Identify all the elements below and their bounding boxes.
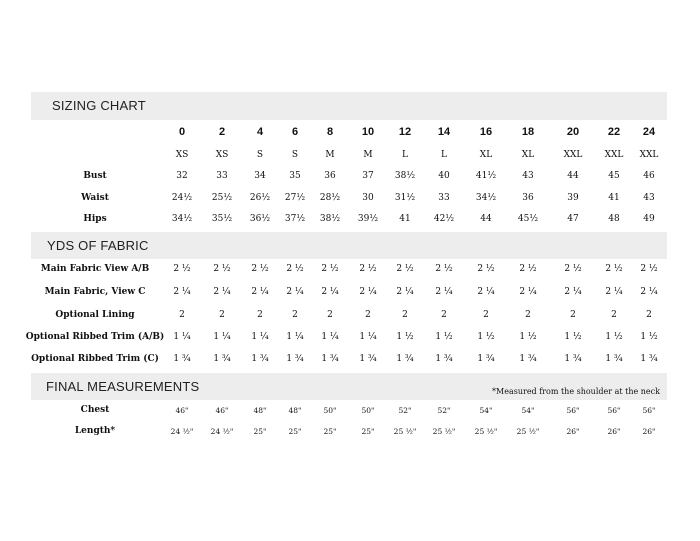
- fabric-cell: 2: [257, 310, 263, 320]
- size-letter: XL: [521, 150, 535, 160]
- sizing-chart-title: SIZING CHART: [52, 98, 146, 113]
- fabric-cell: 1 ¾: [435, 354, 453, 364]
- final-cell: 25 ½": [474, 427, 498, 436]
- size-letter: M: [363, 150, 373, 160]
- sizing-cell: 45: [608, 171, 620, 181]
- size-number: 0: [178, 126, 186, 138]
- size-number: 2: [218, 126, 226, 138]
- fabric-row-label: Main Fabric View A/B: [40, 264, 150, 274]
- sizing-cell: 26½: [249, 193, 271, 203]
- sizing-cell: 39: [567, 193, 579, 203]
- final-cell: 26": [566, 427, 580, 436]
- sizing-cell: 41: [608, 193, 620, 203]
- fabric-cell: 1 ¼: [173, 332, 191, 342]
- size-number: 6: [291, 126, 299, 138]
- sizing-cell: 44: [480, 214, 492, 224]
- final-cell: 52": [437, 406, 451, 415]
- fabric-cell: 2 ¼: [359, 287, 377, 297]
- final-cell: 25": [323, 427, 337, 436]
- size-number: 12: [398, 126, 412, 138]
- fabric-cell: 1 ¾: [519, 354, 537, 364]
- final-cell: 56": [566, 406, 580, 415]
- fabric-cell: 2: [365, 310, 371, 320]
- sizing-row-label: Bust: [83, 171, 107, 181]
- fabric-cell: 1 ¾: [286, 354, 304, 364]
- final-measurements-title: FINAL MEASUREMENTS: [46, 379, 200, 394]
- fabric-cell: 2: [219, 310, 225, 320]
- fabric-cell: 2 ½: [213, 264, 231, 274]
- fabric-cell: 1 ¾: [396, 354, 414, 364]
- size-letter: XXL: [639, 150, 659, 160]
- final-cell: 25 ½": [393, 427, 417, 436]
- fabric-cell: 1 ¾: [359, 354, 377, 364]
- sizing-cell: 41½: [475, 171, 497, 181]
- final-cell: 24 ½": [170, 427, 194, 436]
- sizing-cell: 27½: [284, 193, 306, 203]
- size-letter: XXL: [563, 150, 583, 160]
- fabric-cell: 2 ¼: [173, 287, 191, 297]
- fabric-cell: 2: [402, 310, 408, 320]
- size-number: 20: [566, 126, 580, 138]
- sizing-row-label: Hips: [83, 214, 107, 224]
- size-number: 24: [642, 126, 656, 138]
- sizing-cell: 35½: [211, 214, 233, 224]
- size-letter: XS: [175, 150, 189, 160]
- final-cell: 56": [642, 406, 656, 415]
- fabric-cell: 2: [441, 310, 447, 320]
- fabric-cell: 1 ¾: [321, 354, 339, 364]
- fabric-cell: 2: [570, 310, 576, 320]
- fabric-cell: 2 ½: [251, 264, 269, 274]
- fabric-cell: 1 ¾: [213, 354, 231, 364]
- fabric-cell: 1 ¾: [564, 354, 582, 364]
- fabric-cell: 2 ¼: [519, 287, 537, 297]
- sizing-cell: 35: [289, 171, 301, 181]
- fabric-cell: 2: [525, 310, 531, 320]
- final-row-label: Length*: [74, 426, 116, 436]
- sizing-cell: 33: [438, 193, 450, 203]
- fabric-cell: 2 ¼: [477, 287, 495, 297]
- fabric-cell: 2 ½: [477, 264, 495, 274]
- yds-fabric-title: YDS OF FABRIC: [47, 238, 149, 253]
- fabric-cell: 1 ¼: [251, 332, 269, 342]
- sizing-cell: 37½: [284, 214, 306, 224]
- sizing-cell: 34: [254, 171, 266, 181]
- fabric-cell: 1 ¾: [251, 354, 269, 364]
- fabric-cell: 1 ¼: [359, 332, 377, 342]
- size-letter: S: [291, 150, 299, 160]
- fabric-cell: 2 ¼: [564, 287, 582, 297]
- fabric-cell: 2 ¼: [251, 287, 269, 297]
- sizing-cell: 25½: [211, 193, 233, 203]
- fabric-cell: 1 ½: [519, 332, 537, 342]
- fabric-cell: 2 ¼: [213, 287, 231, 297]
- final-cell: 26": [607, 427, 621, 436]
- fabric-cell: 2 ½: [359, 264, 377, 274]
- final-row-label: Chest: [80, 405, 110, 415]
- sizing-cell: 41: [399, 214, 411, 224]
- fabric-cell: 1 ¼: [213, 332, 231, 342]
- fabric-cell: 2 ½: [286, 264, 304, 274]
- sizing-cell: 48: [608, 214, 620, 224]
- size-letter: S: [256, 150, 264, 160]
- sizing-cell: 34½: [171, 214, 193, 224]
- final-cell: 50": [361, 406, 375, 415]
- final-cell: 54": [521, 406, 535, 415]
- fabric-cell: 1 ½: [564, 332, 582, 342]
- fabric-cell: 1 ½: [605, 332, 623, 342]
- final-cell: 52": [398, 406, 412, 415]
- final-cell: 48": [253, 406, 267, 415]
- fabric-cell: 2 ¼: [435, 287, 453, 297]
- fabric-cell: 2 ¼: [640, 287, 658, 297]
- fabric-row-label: Main Fabric, View C: [44, 287, 146, 297]
- size-number: 22: [607, 126, 621, 138]
- sizing-cell: 36: [324, 171, 336, 181]
- sizing-cell: 45½: [517, 214, 539, 224]
- final-cell: 56": [607, 406, 621, 415]
- fabric-cell: 2 ¼: [605, 287, 623, 297]
- fabric-cell: 2: [611, 310, 617, 320]
- fabric-cell: 2 ¼: [286, 287, 304, 297]
- size-letter: M: [325, 150, 335, 160]
- fabric-row-label: Optional Ribbed Trim (A/B): [25, 332, 165, 342]
- fabric-cell: 1 ½: [396, 332, 414, 342]
- sizing-cell: 47: [567, 214, 579, 224]
- fabric-cell: 2 ¼: [321, 287, 339, 297]
- final-cell: 26": [642, 427, 656, 436]
- fabric-cell: 1 ¼: [286, 332, 304, 342]
- fabric-cell: 2 ½: [640, 264, 658, 274]
- final-cell: 24 ½": [210, 427, 234, 436]
- fabric-cell: 2: [292, 310, 298, 320]
- size-number: 4: [256, 126, 264, 138]
- size-number: 8: [326, 126, 334, 138]
- size-letter: L: [402, 150, 408, 160]
- sizing-cell: 42½: [433, 214, 455, 224]
- sizing-cell: 36½: [249, 214, 271, 224]
- fabric-cell: 2: [179, 310, 185, 320]
- sizing-cell: 38½: [319, 214, 341, 224]
- final-cell: 25": [253, 427, 267, 436]
- final-cell: 46": [215, 406, 229, 415]
- fabric-cell: 1 ¾: [173, 354, 191, 364]
- sizing-cell: 34½: [475, 193, 497, 203]
- fabric-cell: 2 ½: [321, 264, 339, 274]
- sizing-cell: 28½: [319, 193, 341, 203]
- final-cell: 25 ½": [432, 427, 456, 436]
- sizing-cell: 49: [643, 214, 655, 224]
- size-number: 10: [361, 126, 375, 138]
- sizing-cell: 43: [643, 193, 655, 203]
- sizing-cell: 46: [643, 171, 655, 181]
- sizing-cell: 30: [362, 193, 374, 203]
- sizing-row-label: Waist: [81, 193, 109, 203]
- final-cell: 25": [361, 427, 375, 436]
- final-cell: 50": [323, 406, 337, 415]
- fabric-cell: 2 ½: [173, 264, 191, 274]
- size-letter: L: [441, 150, 447, 160]
- size-letter: XXL: [604, 150, 624, 160]
- size-letter: XL: [479, 150, 493, 160]
- fabric-cell: 2 ½: [564, 264, 582, 274]
- fabric-cell: 2 ½: [605, 264, 623, 274]
- fabric-row-label: Optional Lining: [55, 310, 135, 320]
- sizing-cell: 40: [438, 171, 450, 181]
- fabric-cell: 1 ½: [477, 332, 495, 342]
- fabric-cell: 1 ½: [435, 332, 453, 342]
- fabric-cell: 2 ½: [435, 264, 453, 274]
- final-cell: 25 ½": [516, 427, 540, 436]
- sizing-cell: 37: [362, 171, 374, 181]
- sizing-cell: 36: [522, 193, 534, 203]
- final-cell: 48": [288, 406, 302, 415]
- fabric-cell: 2 ½: [396, 264, 414, 274]
- fabric-cell: 1 ½: [640, 332, 658, 342]
- sizing-cell: 43: [522, 171, 534, 181]
- sizing-cell: 39½: [357, 214, 379, 224]
- final-cell: 54": [479, 406, 493, 415]
- sizing-cell: 24½: [171, 193, 193, 203]
- fabric-cell: 2: [646, 310, 652, 320]
- fabric-cell: 2: [327, 310, 333, 320]
- sizing-cell: 32: [176, 171, 188, 181]
- fabric-cell: 2: [483, 310, 489, 320]
- size-number: 18: [521, 126, 535, 138]
- fabric-cell: 2 ½: [519, 264, 537, 274]
- fabric-cell: 1 ¾: [605, 354, 623, 364]
- size-number: 16: [479, 126, 493, 138]
- fabric-row-label: Optional Ribbed Trim (C): [31, 354, 159, 364]
- fabric-cell: 2 ¼: [396, 287, 414, 297]
- final-cell: 46": [175, 406, 189, 415]
- fabric-cell: 1 ¼: [321, 332, 339, 342]
- sizing-cell: 31½: [394, 193, 416, 203]
- size-letter: XS: [215, 150, 229, 160]
- fabric-cell: 1 ¾: [640, 354, 658, 364]
- fabric-cell: 1 ¾: [477, 354, 495, 364]
- sizing-cell: 44: [567, 171, 579, 181]
- final-cell: 25": [288, 427, 302, 436]
- sizing-cell: 33: [216, 171, 228, 181]
- size-number: 14: [437, 126, 451, 138]
- final-measurements-note: *Measured from the shoulder at the neck: [492, 387, 660, 396]
- sizing-cell: 38½: [394, 171, 416, 181]
